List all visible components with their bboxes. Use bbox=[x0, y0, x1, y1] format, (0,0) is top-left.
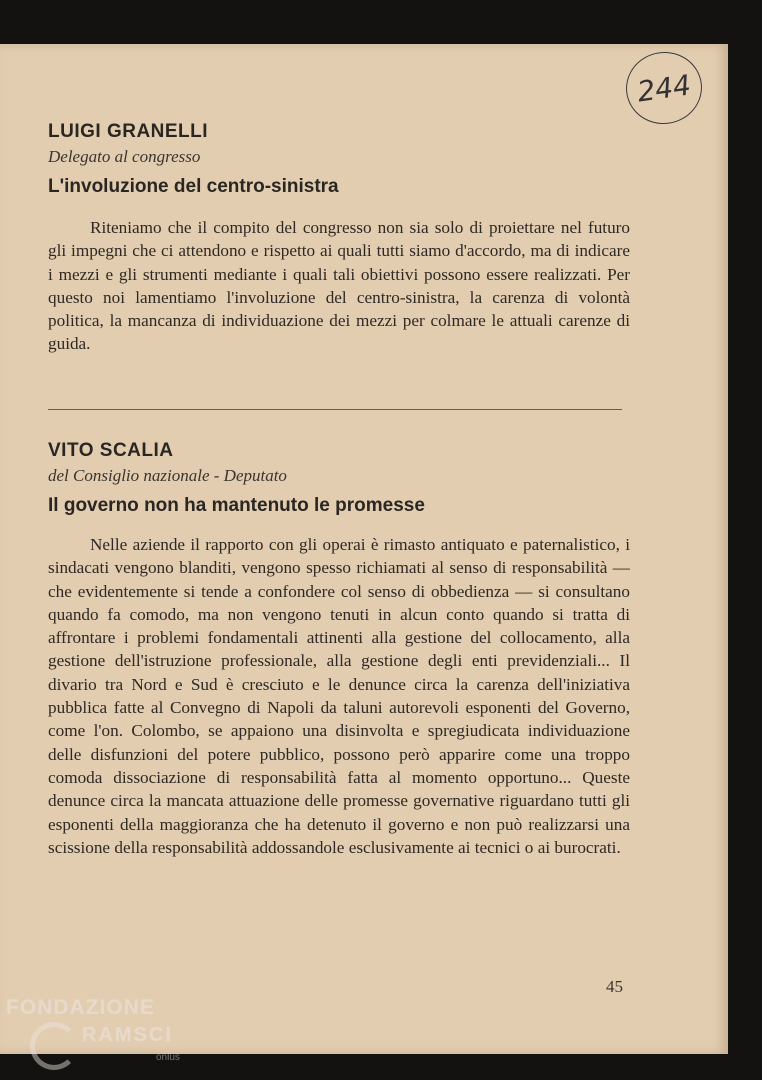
fondazione-gramsci-watermark bbox=[4, 996, 194, 1076]
section-body: Nelle aziende il rapporto con gli operai è rimasto antiquato e paternalistico, i sindacati vengono blanditi, vengono spesso richiamati al senso di responsabilità — che evidentemente si tende a confondere col senso di obbedienza — si consultano quando fa comodo, ma non vengono tenuti in alcun conto quando si tratta di affrontare i problemi fondamentali attinenti alla gestione del collocamento, alla gestione dell'istruzione professionale, alla gestione degli enti previdenziali... Il divario tra Nord e Sud è cresciuto e le denunce circa la carenza dell'iniziativa pubblica fatte al Convegno di Napoli da taluni autorevoli esponenti del Governo, come l'on. Colombo, se appaiono una disinvolta e spregiudicata individuazione delle disfunzioni del potere pubblico, possono però apparire come una troppo comoda dissociazione di responsabilità fatta al momento opportuno... Queste denunce circa la mancata attuazione delle promesse governative riguardano tutti gli esponenti della maggioranza che ha detenuto il governo e non può realizzarsi una scissione della responsabilità addossandole esclusivamente ai tecnici o ai burocrati. bbox=[48, 535, 630, 857]
watermark-g-icon bbox=[30, 1022, 78, 1070]
author-name: VITO SCALIA bbox=[48, 440, 174, 461]
section-headline: Il governo non ha mantenuto le promesse bbox=[48, 495, 425, 516]
section-headline: L'involuzione del centro-sinistra bbox=[48, 176, 339, 197]
section-body: Riteniamo che il compito del congresso non sia solo di proiettare nel futuro gli impegni che ci attendono e rispetto ai quali tutti siamo d'accordo, ma di indicare i mezzi e gli strumenti mediante i quali tali obiettivi possono essere realizzati. Per questo noi lamentiamo l'involuzione del centro-sinistra, la carenza di volontà politica, la mancanza di individuazione dei mezzi per colmare le attuali carenze di guida. bbox=[48, 218, 630, 354]
section-divider bbox=[48, 409, 622, 410]
author-role: del Consiglio nazionale - Deputato bbox=[48, 466, 287, 485]
watermark-line1: FONDAZIONE bbox=[6, 996, 155, 1019]
page-number: 45 bbox=[606, 977, 623, 996]
section-granelli bbox=[48, 120, 630, 356]
watermark-sub: onlus bbox=[156, 1052, 180, 1063]
watermark-line2: RAMSCI bbox=[82, 1024, 173, 1046]
author-role: Delegato al congresso bbox=[48, 147, 201, 166]
section-scalia bbox=[48, 439, 630, 859]
author-name: LUIGI GRANELLI bbox=[48, 121, 209, 142]
archive-number-stamp: 244 bbox=[621, 47, 706, 129]
